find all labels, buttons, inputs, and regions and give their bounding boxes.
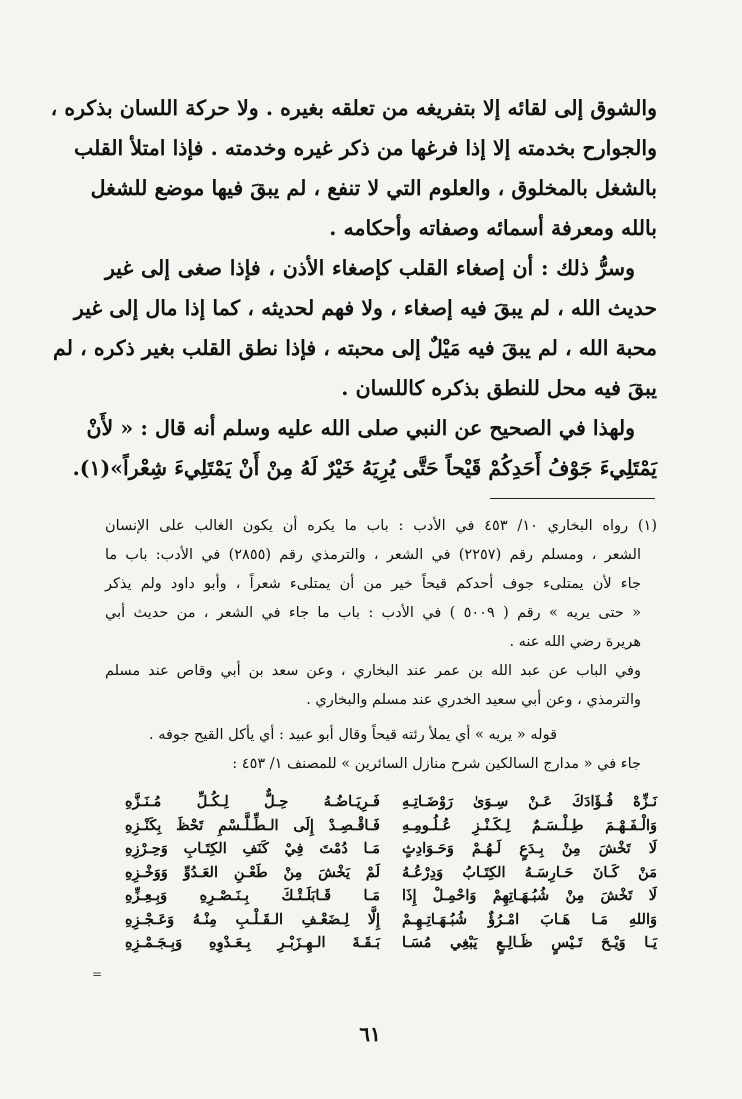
verse-second-hemistich: فَـاقْـصِـدْ إِلَى الـطِّـلَّـسْمِ تَحْظَ بِكَنْـزِهِ <box>125 816 380 834</box>
verse-first-hemistich: يَـا وَيْـحَ تَـيْسٍ ظَـالِـعٍ يَبْغِي مُسَـا <box>402 934 657 951</box>
main-line: ولهذا في الصحيح عن النبي صلى الله عليه وسلم أنه قال : « لأَنْ <box>86 416 635 440</box>
verse-first-hemistich: نَـزِّهْ فُـؤَادَكَ عَـنْ سِـوَىٰ رَوْضَـاتِـهِ <box>402 793 657 810</box>
verse-second-hemistich: فَـرِيَـاضُـهُ حِـلٌّ لِـكُـلِّ مُـنَـزَّهِ <box>125 793 380 810</box>
verse-second-hemistich: لَمْ يَخْشَ مِنْ طَعْـنِ العَـدُوِّ وَوَخْـزِهِ <box>125 863 380 881</box>
verse-first-hemistich: مَنْ كَـانَ حَـارِسَـهُ الكِتَـابُ وَدِرْعُـهُ <box>402 863 657 881</box>
verse-second-hemistich: مَـا قَـابَلَـتْـكَ بِـنَـصْـرِهِ وَبِـعِـزِّهِ <box>125 887 380 904</box>
verse-first-hemistich: لَا تَخْشَ مِنْ بِـدَعٍ لَـهُـمْ وَحَـوَادِثٍ <box>402 840 657 857</box>
verse-first-hemistich: لَا تَخْشَ مِنْ شُبُـهَـاتِهِمْ وَاحْمِـلْ إِذَا <box>402 887 657 904</box>
main-line: حديث الله ، لم يبقَ فيه إصغاء ، ولا فهم لحديثه ، كما إذا مال إلى غير <box>73 296 657 320</box>
verse-row <box>125 861 657 885</box>
footnote-line: والترمذي ، وعن أبي سعيد الخدري عند مسلم والبخاري . <box>306 692 641 708</box>
footnote-line: جاء لأن يمتلىء جوف أحدكم قيحاً خير من أن يمتلىء شعراً ، وأبو داود ولم يذكر <box>105 576 641 592</box>
footnote-line: قوله « يريه » أي يملأ رئته قيحاً وقال أبو عبيد : أي يأكل القيح جوفه . <box>148 727 557 743</box>
margin-mark: = <box>92 967 103 981</box>
main-line: يبقَ فيه محل للنطق بذكره كاللسان . <box>341 376 657 400</box>
footnote-line: (١) رواه البخاري ١٠/ ٤٥٣ في الأدب : باب ما يكره أن يكون الغالب على الإنسان <box>105 518 657 534</box>
verse-first-hemistich: وَالْـفَـهْـمَ طِـلْـسَـمٌ لِـكَـنْـزِ عُـلُـومِـهِ <box>402 816 657 834</box>
verse-row <box>125 790 657 814</box>
verse-row <box>125 814 657 838</box>
main-line: بالشغل بالمخلوق ، والعلوم التي لا تنفع ، لم يبقَ فيها موضع للشغل <box>90 176 657 200</box>
main-line: والجوارح بخدمته إلا إذا فرغها من ذكر غيره وخدمته . فإذا امتلأ القلب <box>74 136 657 160</box>
verse-row <box>125 931 657 955</box>
main-line: يَمْتَلِيءَ جَوْفُ أَحَدِكُمْ قَيْحاً حَتَّى يُرِيَهُ خَيْرٌ لَهُ مِنْ أَنْ يَمْتَلِيءَ شِعْراً»(١). <box>72 456 657 480</box>
main-line: وسرُّ ذلك : أن إصغاء القلب كإصغاء الأذن ، فإذا صغى إلى غير <box>105 256 635 280</box>
verse-row <box>125 884 657 908</box>
verse-first-hemistich: وَاللهِ مَـا هَـابَ امْـرُؤٌ شُبُـهَـاتِـهِـمْ <box>402 910 657 928</box>
verse-second-hemistich: بَـقَـةَ الـهِـزَبْـرِ بِـعَـدْوِهِ وَبِـجَـمْـزِهِ <box>125 934 380 951</box>
footnote-line: « حتى يريه » رقم ( ٥٠٠٩ ) في الأدب : باب ما جاء في الشعر ، من حديث أبي <box>105 605 641 621</box>
footnote-line: الشعر ، ومسلم رقم (٢٢٥٧) في الشعر ، والترمذي رقم (٢٨٥٥) في الأدب: باب ما <box>105 547 641 563</box>
footnote-line: هريرة رضي الله عنه . <box>509 634 641 650</box>
footnote-line: وفي الباب عن عبد الله بن عمر عند البخاري ، وعن سعد بن أبي وقاص عند مسلم <box>105 663 641 679</box>
main-line: محبة الله ، لم يبقَ فيه مَيْلٌ إلى محبته ، فإذا نطق القلب بغير ذكره ، لم <box>53 336 657 360</box>
main-line: والشوق إلى لقائه إلا بتفريغه من تعلقه بغيره . ولا حركة اللسان بذكره ، <box>50 96 657 120</box>
verse-row <box>125 837 657 861</box>
verse-row <box>125 908 657 932</box>
footnotes <box>105 512 657 779</box>
verse-second-hemistich: إِلَّا لِـضَعْـفِ الـقَـلْـبِ مِنْـهُ وَعَـجْـزِهِ <box>125 910 380 928</box>
verse-second-hemistich: مَـا دُمْتَ فِيْ كَنَفِ الكِتَـابِ وَحِـرْزِهِ <box>125 840 380 857</box>
footnote-line: جاء في « مدارج السالكين شرح منازل السائرين » للمصنف ١/ ٤٥٣ : <box>232 756 641 772</box>
page-number: ٦١ <box>359 1022 381 1046</box>
main-text <box>50 88 657 488</box>
footnote-separator <box>490 498 655 499</box>
poem-verses <box>125 790 657 955</box>
main-line: بالله ومعرفة أسمائه وصفاته وأحكامه . <box>329 216 657 240</box>
